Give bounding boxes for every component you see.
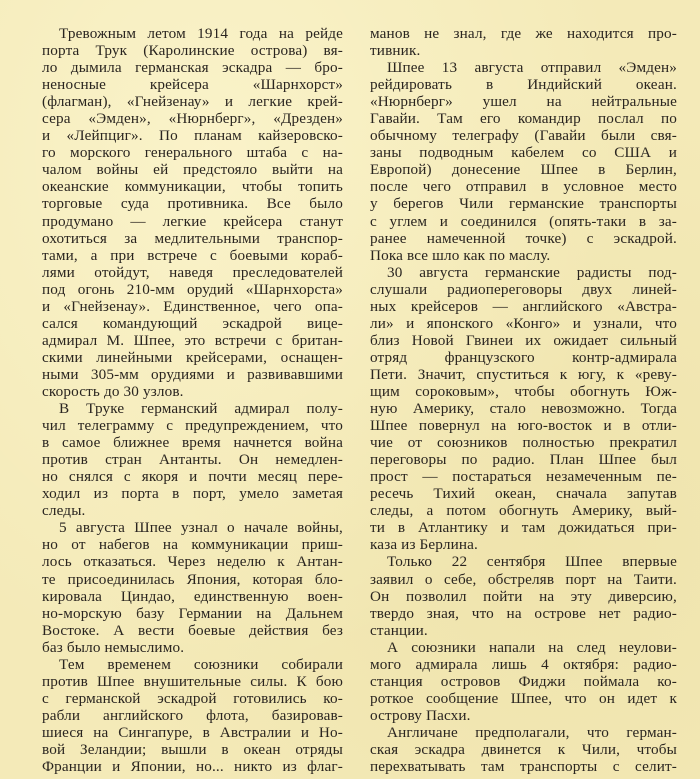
text-line: у берегов Чили германские транспорты: [370, 195, 677, 213]
text-line: роткое сообщение Шпее, что он идет к: [370, 689, 677, 707]
text-line: станция островов Фиджи поймала ко-: [370, 672, 677, 690]
paragraph-first-line: Шпее 13 августа отправил «Эмден»: [387, 59, 677, 77]
text-line: но от набегов на коммуникации приш-: [42, 536, 343, 554]
text-line: обычному телеграфу (Гавайи были свя-: [370, 127, 677, 145]
text-line: ресечь Тихий океан, сначала запутав: [370, 485, 677, 503]
text-line: острову Пасхи.: [370, 706, 471, 724]
text-line: твердо зная, что на острове нет радио-: [370, 604, 677, 622]
text-line: чалом войны ей предстояло выйти на: [42, 161, 343, 179]
paragraph-first-line: Тревожным летом 1914 года на рейде: [59, 25, 343, 42]
text-line: адмирал М. Шпее, это встречи с британ-: [42, 331, 343, 349]
text-line: каза из Берлина.: [370, 536, 478, 554]
text-line: отряд французского контр-адмирала: [370, 348, 677, 366]
text-line: Франции и Японии, но... никто из флаг-: [42, 758, 343, 776]
text-line: ранее намеченной точке) с эскадрой.: [370, 229, 677, 247]
paragraph-first-line: 30 августа германские радисты под-: [387, 263, 677, 281]
text-line: «Нюрнберг» ушел на нейтральные: [370, 93, 677, 111]
text-line: ти в Атлантику и там дожидаться при-: [370, 519, 677, 537]
text-line: прост — постараться незамеченным пе-: [370, 468, 677, 486]
text-line: чие от союзников полностью прекратил: [370, 434, 677, 452]
text-line: станции.: [370, 621, 428, 639]
text-line: рабли английского флота, базировав-: [42, 706, 343, 724]
text-line: ходил из порта в порт, умело заметая: [42, 485, 343, 503]
text-line: тами, а при встрече с боевыми кораб-: [42, 246, 343, 264]
text-line: скими линейными крейсерами, оснащен-: [42, 348, 343, 366]
text-line: вой Зеландии; вышли в океан отряды: [42, 740, 343, 758]
text-line: торговые суда противника. Все было: [42, 195, 343, 213]
text-line: и «Гнейзенау». Единственное, чего опа-: [42, 297, 343, 315]
text-line: слушали радиопереговоры двух линей-: [370, 280, 677, 298]
text-line: сался командующий эскадрой вице-: [42, 314, 343, 332]
text-line: но снялся с якоря и почти месяц пере-: [42, 468, 343, 486]
text-line: шиеся на Сингапуре, в Австралии и Но-: [42, 723, 343, 741]
text-line: против Шпее внушительные силы. К бою: [42, 672, 343, 690]
text-line: лось отказаться. Через неделю к Антан-: [42, 553, 343, 571]
text-line: Гавайи. Там его командир послал по: [370, 110, 677, 128]
text-line: ло дымила германская эскадра — бро-: [42, 59, 343, 77]
text-line: кировала Циндао, единственную воен-: [42, 587, 343, 605]
text-line: Европой) донесение Шпее в Берлин,: [370, 161, 677, 179]
text-line: с углем и соединился (опять-таки в за-: [370, 212, 677, 230]
text-line: ную Америку, стало невозможно. Тогда: [370, 400, 677, 418]
text-line: следы, а потом обогнуть Америку, вый-: [370, 502, 677, 520]
left-column: [42, 25, 343, 775]
text-line: но-морскую базу Германии на Дальнем: [42, 604, 343, 622]
text-line: неносные крейсера «Шарнхорст»: [42, 76, 343, 94]
text-line: ская эскадра двинется к Чили, чтобы: [370, 740, 677, 758]
text-line: ли» и японского «Конго» и узнали, что: [370, 314, 677, 332]
text-line: переговоры по радио. План Шпее был: [370, 451, 677, 469]
text-line: продумано — легкие крейсера станут: [42, 212, 343, 230]
right-column: [370, 25, 677, 775]
text-line: ными 305-мм орудиями и развивавшими: [42, 365, 343, 383]
text-line: следы.: [42, 502, 86, 520]
text-line: перехватывать там транспорты с селит-: [370, 758, 677, 776]
text-line: охотиться за медлительными транспор-: [42, 229, 343, 247]
paragraph-first-line: Англичане предполагали, что герман-: [387, 723, 677, 741]
text-line: близ Новой Гвинеи их ожидает сильный: [370, 331, 677, 349]
text-line: манов не знал, где же находится про-: [370, 25, 677, 42]
text-line: под огонь 210-мм орудий «Шарнхорста»: [42, 280, 343, 298]
text-line: чил телеграмму с предупреждением, что: [42, 417, 343, 435]
text-line: заны подводным кабелем со США и: [370, 144, 677, 162]
text-line: Он позволил пойти на эту диверсию,: [370, 587, 677, 605]
text-line: (флагман), «Гнейзенау» и легкие крей-: [42, 93, 343, 111]
text-line: скорость до 30 узлов.: [42, 382, 184, 400]
text-line: лями отойдут, наведя преследователей: [42, 263, 343, 281]
text-line: океанские коммуникации, чтобы топить: [42, 178, 343, 196]
text-line: заявил о себе, обстреляв порт на Таити.: [370, 570, 677, 588]
text-line: Востоке. А вести боевые действия без: [42, 621, 343, 639]
text-line: с германской эскадрой готовились ко-: [42, 689, 343, 707]
text-line: Пока все шло как по маслу.: [370, 246, 551, 264]
paragraph-first-line: В Труке германский адмирал полу-: [59, 400, 343, 418]
text-line: сера «Эмден», «Нюрнберг», «Дрезден»: [42, 110, 343, 128]
text-line: тивник.: [370, 42, 421, 60]
paragraph-first-line: А союзники напали на след неулови-: [387, 638, 677, 656]
text-line: после чего отправил в условное место: [370, 178, 677, 196]
text-line: баз было немыслимо.: [42, 638, 185, 656]
text-line: против стран Антанты. Он немедлен-: [42, 451, 343, 469]
text-line: щим сороковым», чтобы обогнуть Юж-: [370, 382, 677, 400]
text-line: и «Лейпциг». По планам кайзеровско-: [42, 127, 343, 145]
text-line: Шпее повернул на юго-восток и в отли-: [370, 417, 677, 435]
text-line: го морского генерального штаба с на-: [42, 144, 343, 162]
text-line: порта Трук (Каролинские острова) вя-: [42, 42, 343, 60]
text-line: рейдировать в Индийский океан.: [370, 76, 677, 94]
text-line: те присоединилась Япония, которая бло-: [42, 570, 343, 588]
text-line: ных крейсеров — английского «Австра-: [370, 297, 677, 315]
text-line: Пети. Значит, спуститься к югу, к «реву-: [370, 365, 677, 383]
paragraph-first-line: Только 22 сентября Шпее впервые: [387, 553, 677, 571]
text-line: мого адмирала лишь 4 октября: радио-: [370, 655, 677, 673]
paragraph-first-line: 5 августа Шпее узнал о начале войны,: [59, 519, 343, 537]
text-line: в самое ближнее время начнется война: [42, 434, 343, 452]
paragraph-first-line: Тем временем союзники собирали: [59, 655, 343, 673]
